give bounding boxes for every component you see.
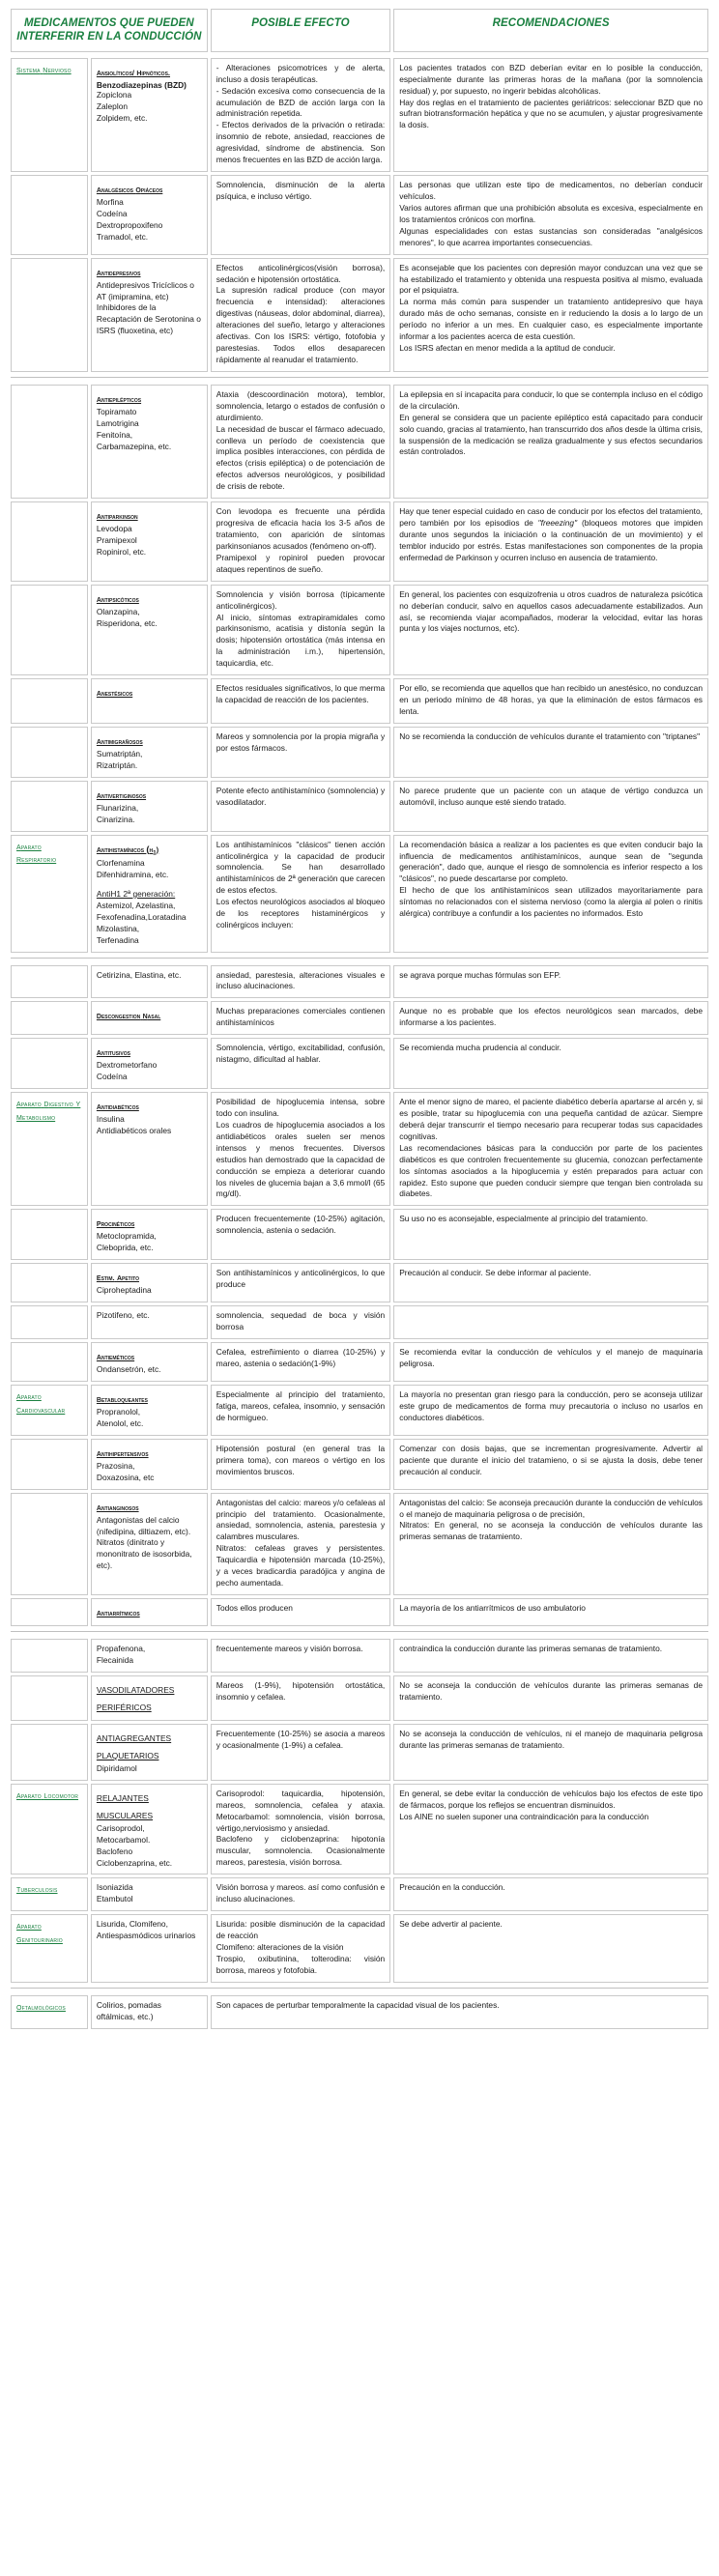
drug-title: antianginosos [96,1501,139,1512]
effect-text: Son capaces de perturbar temporalmente la capacidad visual de los pacientes. [216,1999,500,2010]
recommendation-text: Es aconsejable que los pacientes con depresión mayor conduzcan una vez que se ha estabilizado el tratamiento y obtenida una respuesta positiva al mismo, evaluada por el psiquiatra. La norma más común para suspender un tratamiento antidepresivo que haya durado más de ocho semanas, consiste en ir reduciendo la dosis a lo largo de un período no inferior a un mes. En cualquier caso, es especialmente importante informar a los pacientes acerca de esta cuestión. Los ISRS afectan en menor medida a la aptitud de conducir. [399,262,703,354]
recommendation-cell [393,1092,708,1206]
effect-cell [211,1342,390,1382]
effect-text: Carisoprodol: taquicardia, hipotensión, mareos, somnolencia, cefalea y ataxia. Metocarbamol: somnolencia, visión borrosa, vértigo,nerviosismo y ansiedad. Baclofeno y ciclobenzaprina: hipotonía muscular, somnolencia. Ocasionalmente mareos, parestesia, visión borrosa. [216,1788,386,1868]
drug-title: RELAJANTES MUSCULARES [96,1792,154,1820]
drug-cell [91,501,208,582]
drug-cell [91,1385,208,1436]
effect-text: Muchas preparaciones comerciales contienen antihistamínicos [216,1006,386,1028]
recommendation-text: Ante el menor signo de mareo, el paciente diabético debería apartarse al arcén y, si es posible, tratar su hipoglucemia con una pequeña cantidad de azúcar. Siempre deberá dejar transcurrir el tiempo necesario para recuperar todas sus capacidades cognitivas. Las recomendaciones básicas para la conducción por parte de los pacientes diabéticos es que controlen frecuentemente su glucemia, conozcan perfectamente los síntomas asociados a la hipoglucemia y estén preparados para actuar con rapidez. Esto supone que pueden conducir siempre que tengan bien controlada su diabetes. [399,1097,703,1199]
table-row [11,585,708,675]
drug-cell [91,1305,208,1339]
effect-cell [211,1092,390,1206]
drug-title: ansiolíticos/ hipnóticos. [96,66,171,77]
effect-cell [211,1639,390,1673]
effect-cell [211,1439,390,1490]
recommendation-text: En general, los pacientes con esquizofrenia u otros cuadros de naturaleza psicótica no deberían conducir, salvo en aquellos casos adecuadamente estabilizados. Aun así, se recomienda viajar acompañados, moderar la velocidad, evitar las horas punta y los viajes nocturnos, etc). [399,588,703,634]
drug-title: antipsicóticos [96,592,139,604]
table-row [11,501,708,582]
drug-list: Ciproheptadina [96,1285,152,1296]
recommendation-cell [393,1342,708,1382]
drug-cell [91,1209,208,1260]
effect-cell [211,1914,390,1983]
effect-cell [211,678,390,724]
drug-list: Sumatriptán, Rizatriptán. [96,748,143,770]
system-cell [11,58,88,172]
system-cell [11,1001,88,1035]
system-label: aparato respiratorio [16,840,57,865]
recommendation-text: Las personas que utilizan este tipo de medicamentos, no deberían conducir vehículos. Varios autores afirman que una prohibición absoluta es excesiva, especialmente en los tratamientos crónicos con morfina. Algunas especialidades con estas sustancias son consideradas "analgésicos menores", lo que acarrea importantes consecuencias. [399,180,703,247]
system-label: aparato cardiovascular [16,1389,66,1415]
recommendation-cell [393,258,708,372]
drug-cell [91,1038,208,1089]
system-cell [11,781,88,832]
effect-cell [211,585,390,675]
effect-cell [211,1001,390,1035]
system-label: oftalmológicos [16,2000,66,2012]
recommendation-text: La mayoría no presentan gran riesgo para la conducción, pero se aconseja utilizar este grupo de medicamentos de forma muy precautoria o incluso no usarlos en conductores diabéticos. [399,1388,703,1422]
effect-cell [211,835,390,953]
drug-cell [91,1439,208,1490]
drug-list: Levodopa Pramipexol Ropinirol, etc. [96,524,147,558]
system-cell [11,175,88,255]
drug-title: antiepilépticos [96,392,142,404]
recommendation-cell [393,1439,708,1490]
recommendation-cell [393,1038,708,1089]
effect-text: - Alteraciones psicomotrices y de alerta, incluso a dosis terapéuticas. - Sedación excesiva como consecuencia de la acumulación de BZD de acción larga con la administración repetida. - Efectos derivados de la privación o retirada: insomnio de rebote, ansiedad, reacciones de agresividad, síndrome de abstinencia. Son menos frecuentes en las BZD de acción larga. [216,62,386,165]
effect-cell [211,501,390,582]
recommendation-cell [393,1784,708,1875]
effect-cell [211,1209,390,1260]
system-label: aparato locomotor [16,1789,79,1800]
drug-cell [91,1639,208,1673]
recommendation-cell [393,1877,708,1911]
recommendation-cell [393,1385,708,1436]
drug-cell [91,727,208,778]
drug-cell [91,965,208,999]
recommendation-text: Precaución en la conducción. [399,1882,505,1893]
effect-text: Ataxia (descoordinación motora), temblor, somnolencia, letargo o estados de confusión o aturdimiento. La necesidad de buscar el fármaco adecuado, conlleva un período de coexistencia que implica posibles interacciones, con pérdida de efectos (crisis epiléptica) o de potenciación de efectos adversos neurológicos, y posibilidad de crisis de rebote. [216,388,386,492]
table-row [11,965,708,999]
drug-list: Clorfenamina Difenhidramina, etc. [96,858,169,880]
drug-list: Cetirizina, Elastina, etc. [96,969,182,980]
table-row [11,1209,708,1260]
recommendation-cell [393,501,708,582]
drug-list: Propafenona, Flecainida [96,1643,146,1665]
recommendation-text: La epilepsia en sí incapacita para conducir, lo que se contempla incluso en el código de la circulación. En general se considera que un paciente epiléptico está capacitado para conducir solo cuando, gracias al tratamiento, han transcurrido dos años desde la última crisis, la suspensión de la medicación se realiza gradualmente y sus efectos secundarios están controlados. [399,388,703,457]
drug-title: antieméticos [96,1350,135,1361]
drug-title: analgésicos opiáceos [96,184,163,195]
effect-cell [211,175,390,255]
drug-title: antiparkinson [96,510,138,522]
recommendation-text: Antagonistas del calcio: Se aconseja precaución durante la conducción de vehículos o el manejo de maquinaria peligrosa o de precisión, Nitratos: En general, no se aconseja la conducción de vehículos durante las primeras semanas de tratamiento. [399,1497,703,1542]
drug-list: Lisurida, Clomifeno, Antiespasmódicos urinarios [96,1919,196,1941]
drug-list: Propranolol, Atenolol, etc. [96,1406,144,1428]
drug-cell [91,1342,208,1382]
recommendation-text: Precaución al conducir. Se debe informar al paciente. [399,1268,591,1278]
effect-cell [211,781,390,832]
drug-list: Antagonistas del calcio (nifedipina, diltiazem, etc). Nitratos (dinitrato y mononitrato de isosorbida, etc). [96,1514,192,1571]
system-cell [11,965,88,999]
drug-list: Olanzapina, Risperidona, etc. [96,606,158,628]
drug-list: Ondansetrón, etc. [96,1363,161,1374]
table-row [11,1639,708,1673]
effect-text: Efectos anticolinérgicos(visión borrosa), sedación e hipotensión ortostática. La supresión radical produce (con mayor frecuencia e intensidad): alteraciones digestivas (náuseas, dolor abdominal, diarrea), alteraciones del sueño, letargo y alteraciones afectivas. Con los ISRS: vértigo, fotofobia y parestesias. Todos ellos desaparecen rápidamente al reanudar el tratamiento. [216,262,386,364]
effect-text: Hipotensión postural (en general tras la primera toma), con mareos o vértigo en los movimientos bruscos. [216,1443,386,1476]
system-cell [11,1784,88,1875]
effect-cell [211,1995,708,2029]
header-col-recomendaciones: RECOMENDACIONES [393,9,708,52]
header-col-medicamentos: MEDICAMENTOS QUE PUEDEN INTERFERIR EN LA CONDUCCIÓN [11,9,208,52]
system-cell [11,385,88,499]
recommendation-cell [393,385,708,499]
table-row [11,1001,708,1035]
drug-cell [91,258,208,372]
system-cell [11,1038,88,1089]
system-cell [11,1092,88,1206]
page-break-line [11,375,708,382]
drug-cell [91,678,208,724]
system-cell [11,1493,88,1595]
system-cell [11,258,88,372]
recommendation-cell [393,835,708,953]
effect-cell [211,1038,390,1089]
recommendation-cell [393,965,708,999]
drug-list: Zopiclona Zaleplon Zolpidem, etc. [96,89,148,123]
system-cell [11,1724,88,1781]
recommendation-text: Hay que tener especial cuidado en caso de conducir por los efectos del tratamiento, pero también por los episodios de "freeezing" (bloqueos motores que impiden durante unos segundos la iniciación o la continuación de un movimiento) y el temblor inducido por estrés. Estas manifestaciones son componentes de la propia enfermedad de Parkinson y ocurren incluso en ausencia de tratamiento. [399,506,703,562]
table-row [11,1724,708,1781]
system-cell [11,585,88,675]
page-break-rule [11,956,708,962]
recommendation-cell [393,1639,708,1673]
table-row [11,1263,708,1302]
recommendation-text: Por ello, se recomienda que aquellos que han recibido un anestésico, no conduzcan en un periodo mínimo de 48 horas, ya que la eliminación de estos fármacos es lenta. [399,683,703,716]
table-row [11,1995,708,2029]
page-break-rule [11,375,708,382]
effect-text: Son antihistamínicos y anticolinérgicos, lo que produce [216,1268,386,1290]
drug-title: betabloqueantes [96,1392,148,1404]
effect-cell [211,1385,390,1436]
recommendation-cell [393,58,708,172]
system-cell [11,835,88,953]
drug-title: antitusivos [96,1046,130,1058]
effect-cell [211,1877,390,1911]
drug-list: Antidepresivos Tricíclicos o AT (imipramina, etc) Inhibidores de la Recaptación de Serotonina o ISRS (fluoxetina, etc) [96,279,201,336]
system-label: aparato digestivo y metabolismo [16,1098,81,1122]
effect-text: Somnolencia, disminución de la alerta psíquica, e incluso vértigo. [216,180,386,201]
drug-title: antihistamínicos $(h_1)$ [96,843,159,857]
table-row [11,1439,708,1490]
effect-text: Los antihistamínicos "clásicos" tienen acción anticolinérgica y la capacidad de producir somnolencia. Se han desarrollado antihistamínicos de 2ª generación que carecen de estos efectos. Los efectos neurológicos asociados al bloqueo de los receptores histaminérgicos y colinérgicos incluyen: [216,839,386,930]
table-row [11,175,708,255]
system-cell [11,727,88,778]
drug-list: Prazosina, Doxazosina, etc [96,1460,155,1482]
recommendation-text: No se aconseja la conducción de vehículos, ni el manejo de maquinaria peligrosa durante las primeras semanas de tratamiento. [399,1728,703,1750]
table-row [11,678,708,724]
table-row [11,727,708,778]
effect-cell [211,965,390,999]
drug-title: estim. apetito [96,1272,139,1283]
system-cell [11,1995,88,2029]
table-row [11,1038,708,1089]
system-label: aparato genitourinario [16,1920,63,1944]
page-break-line [11,1629,708,1636]
effect-text: somnolencia, sequedad de boca y visión borrosa [216,1310,386,1332]
effect-text: Potente efecto antihistamínico (somnolencia) y vasodilatador. [216,785,386,807]
effect-text: Con levodopa es frecuente una pérdida progresiva de eficacia hacia los 3-5 años de tratamiento, con aparición de síntomas parkinsonianos acusados (fenómeno on-off). Pramipexol y ropinirol pueden provocar ataques repentinos de sueño. [216,506,386,574]
drug-cell [91,385,208,499]
effect-cell [211,1493,390,1595]
effect-cell [211,58,390,172]
drug-sub-list: Astemizol, Azelastina, Fexofenadina,Loratadina Mizolastina, Terfenadina [96,900,187,945]
table-row [11,1385,708,1436]
system-cell [11,1439,88,1490]
effect-cell [211,1305,390,1339]
drug-list: Dextrometorfano Codeína [96,1060,158,1082]
recommendation-cell [393,1209,708,1260]
drug-subtitle: AntiH1 2ª generación: [96,888,176,899]
drug-cell [91,1784,208,1875]
drug-title: ANTIAGREGANTES PLAQUETARIOS [96,1732,172,1760]
recommendation-cell [393,1598,708,1626]
recommendation-text: Comenzar con dosis bajas, que se incrementan progresivamente. Advertir al paciente que durante el inicio del tratamieno, o si se ajusta la dosis, debe tener precaución al conducir. [399,1443,703,1476]
drug-cell [91,58,208,172]
recommendation-text: Se debe advertir al paciente. [399,1919,503,1930]
system-cell [11,1385,88,1436]
effect-text: frecuentemente mareos y visión borrosa. [216,1643,363,1653]
table-row [11,1092,708,1206]
drug-title: descongestion nasal [96,1010,161,1021]
page-break-rule [11,1986,708,1992]
effect-text: Somnolencia y visión borrosa (típicamente anticolinérgicos). Al inicio, síntomas extrapiramidales como parkinsonismo, acatisia y distonía según la dosis; hipotensión ortostática (más intensa en la administración i.m.), hipertensión, taquicardia, etc. [216,588,386,669]
table-row [11,781,708,832]
recommendation-cell [393,175,708,255]
drug-title: antimigrañosos [96,734,143,746]
effect-text: Frecuentemente (10-25%) se asocia a mareos y ocasionalmente (1-9%) a cefalea. [216,1728,386,1750]
drug-list: Colirios, pomadas oftálmicas, etc.) [96,1999,161,2021]
system-cell [11,678,88,724]
recommendation-text: Aunque no es probable que los efectos neurológicos sean marcados, debe informarse a los pacientes. [399,1006,703,1028]
recommendation-text: Su uso no es aconsejable, especialmente al principio del tratamiento. [399,1214,648,1224]
recommendation-cell [393,1724,708,1781]
system-label: tuberculosis [16,1883,58,1895]
recommendation-cell [393,727,708,778]
table-row [11,1914,708,1983]
recommendation-text: No se aconseja la conducción de vehículos durante las primeras semanas de tratamiento. [399,1679,703,1702]
drug-cell [91,1724,208,1781]
drug-cell [91,1001,208,1035]
drug-list: Pizotifeno, etc. [96,1310,150,1321]
effect-cell [211,1724,390,1781]
recommendation-text: Se recomienda evitar la conducción de vehículos y el manejo de maquinaria peligrosa. [399,1346,703,1368]
effect-text: Especialmente al principio del tratamiento, fatiga, mareos, cefalea, insomnio, y sensación de hormigueo. [216,1388,386,1422]
page-break-rule [11,1629,708,1636]
drug-bold-name: Benzodiazepinas (BZD) [96,79,187,90]
system-cell [11,1342,88,1382]
header-col-efecto: POSIBLE EFECTO [211,9,390,52]
table-row [11,1877,708,1911]
effect-cell [211,258,390,372]
drug-cell [91,1263,208,1302]
drug-title: VASODILATADORES PERIFÉRICOS [96,1684,175,1712]
drug-list: Insulina Antidiabéticos orales [96,1114,172,1135]
drug-list: Carisoprodol, Metocarbamol. Baclofeno Ciclobenzaprina, etc. [96,1822,173,1868]
recommendation-text: se agrava porque muchas fórmulas son EFP. [399,969,561,980]
effect-text: ansiedad, parestesia, alteraciones visuales e incluso alucinaciones. [216,969,386,991]
drug-title: antiarrítmicos [96,1606,140,1617]
drug-title: procinéticos [96,1217,135,1229]
recommendation-text: En general, se debe evitar la conducción de vehículos bajo los efectos de este tipo de fármacos, porque los reflejos se encuentran disminuidos. Los AINE no suelen suponer una contraindicación para la conducción [399,1788,703,1821]
drug-cell [91,1675,208,1721]
drug-cell [91,781,208,832]
effect-text: Visión borrosa y mareos. así como confusión e incluso alucinaciones. [216,1882,386,1904]
effect-text: Mareos (1-9%), hipotensión ortostática, insomnio y cefalea. [216,1679,386,1702]
drug-list: Flunarizina, Cinarizina. [96,802,139,824]
header-row [11,9,708,52]
system-cell [11,1914,88,1983]
drug-title: antihipertensivos [96,1446,149,1458]
drug-cell [91,1877,208,1911]
system-cell [11,1209,88,1260]
table-body [8,55,711,2032]
system-cell [11,1675,88,1721]
table-row [11,1598,708,1626]
recommendation-text: contraindica la conducción durante las primeras semanas de tratamiento. [399,1643,663,1653]
system-cell [11,1598,88,1626]
recommendation-text: No parece prudente que un paciente con un ataque de vértigo conduzca un automóvil, incluso aunque esté siendo tratado. [399,785,703,807]
drug-title: antidiabéticos [96,1101,139,1112]
recommendation-cell [393,1263,708,1302]
drug-cell [91,1914,208,1983]
effect-text: Lisurida: posible disminución de la capacidad de reacción Clomifeno: alteraciones de la visión Trospio, oxibutinina, tolterodina: visión borrosa, mareos y fotofobia. [216,1919,386,1975]
drug-cell [91,835,208,953]
recommendation-cell [393,1675,708,1721]
recommendation-text: La recomendación básica a realizar a los pacientes es que eviten conducir bajo la influencia de medicamentos antihistamínicos, aunque sean de "segunda generación", dado que, aunque el riesgo de somnolencia es inferior respecto a los "clásicos", no puede descartarse por completo. El hecho de que los antihistamínicos sean utilizados mayoritariamente para síntomas no relacionados con el sistema nervioso (como la alergia al polen o rinitis alérgica) contribuye a confundir a los pacientes no informados. Esto [399,839,703,919]
drug-cell [91,1092,208,1206]
table-row [11,1305,708,1339]
recommendation-cell [393,781,708,832]
recommendation-text: Los pacientes tratados con BZD deberían evitar en lo posible la conducción, especialmente durante las primeras horas de la mañana (por la somnolencia residual) y, por supuesto, no ingerir bebidas alcohólicas. Hay dos reglas en el tratamiento de pacientes geriátricos: seleccionar BZD que no sufran biotransformación hepática y que no se acumulen, y ajustar progresivamente la dosis. [399,62,703,130]
drug-title: anestésicos [96,687,133,699]
system-cell [11,1263,88,1302]
table-row [11,1342,708,1382]
effect-cell [211,1598,390,1626]
effect-text: Somnolencia, vértigo, excitabilidad, confusión, nistagmo, dificultad al hablar. [216,1043,386,1065]
effect-cell [211,385,390,499]
effect-text: Producen frecuentemente (10-25%) agitación, somnolencia, astenia o sedación. [216,1214,386,1236]
recommendation-cell [393,678,708,724]
effect-text: Cefalea, estreñimiento o diarrea (10-25%) y mareo, astenia o sedación(1-9%) [216,1346,386,1368]
recommendation-cell [393,1001,708,1035]
drug-cell [91,1995,208,2029]
effect-text: Mareos y somnolencia por la propia migraña y por estos fármacos. [216,730,386,753]
recommendation-cell [393,1493,708,1595]
recommendation-cell [393,1305,708,1339]
system-cell [11,1877,88,1911]
system-cell [11,1639,88,1673]
drug-list: Topiramato Lamotrigina Fenitoína, Carbamazepina, etc. [96,406,172,451]
recommendation-text: La mayoría de los antiarrítmicos de uso ambulatorio [399,1602,586,1613]
recommendation-cell [393,585,708,675]
system-cell [11,501,88,582]
table-row [11,1784,708,1875]
drug-title: antidepresivos [96,266,141,277]
effect-cell [211,1263,390,1302]
table-header [8,6,711,55]
table-row [11,385,708,499]
page-break-line [11,956,708,962]
effect-cell [211,1784,390,1875]
drug-cell [91,585,208,675]
table-row [11,258,708,372]
drug-list: Dipiridamol [96,1762,137,1773]
drug-title: antivertiginosos [96,788,147,800]
system-cell [11,1305,88,1339]
drug-list: Morfina Codeína Dextropropoxifeno Tramadol, etc. [96,197,163,242]
drug-cell [91,175,208,255]
table-row [11,835,708,953]
effect-cell [211,1675,390,1721]
effect-text: Antagonistas del calcio: mareos y/o cefaleas al principio del tratamiento. Ocasionalmente, ansiedad, somnolencia, astenia, parestesia y calambres musculares. Nitratos: cefaleas graves y persistentes. Taquicardia e hipotensión marcada (10-25%), y a veces bradicardia paradójica y angina de pecho aumentada. [216,1497,386,1589]
table-row [11,1493,708,1595]
effect-text: Posibilidad de hipoglucemia intensa, sobre todo con insulina. Los cuadros de hipoglucemia asociados a los antidiabéticos orales suelen ser menos intensos y menos frecuentes. Diversos estudios han demostrado que la capacidad de conducción se empieza a deteriorar cuando los niveles de glucemia bajan a 3,6 mmol/l (65 mg/dl). [216,1097,386,1199]
drug-cell [91,1493,208,1595]
effect-cell [211,727,390,778]
page-break-line [11,1986,708,1992]
effect-text: Efectos residuales significativos, lo que merma la capacidad de reacción de los pacientes. [216,683,386,705]
recommendation-text: No se recomienda la conducción de vehículos durante el tratamiento con "triptanes" [399,730,701,741]
effect-text: Todos ellos producen [216,1602,293,1613]
drug-list: Metoclopramida, Cleboprida, etc. [96,1231,157,1253]
system-label: sistema nervioso [16,63,72,74]
table-row [11,58,708,172]
recommendation-text: Se recomienda mucha prudencia al conducir. [399,1043,561,1053]
drug-list: Isoniazida Etambutol [96,1882,133,1904]
recommendation-cell [393,1914,708,1983]
table-row [11,1675,708,1721]
drug-cell [91,1598,208,1626]
